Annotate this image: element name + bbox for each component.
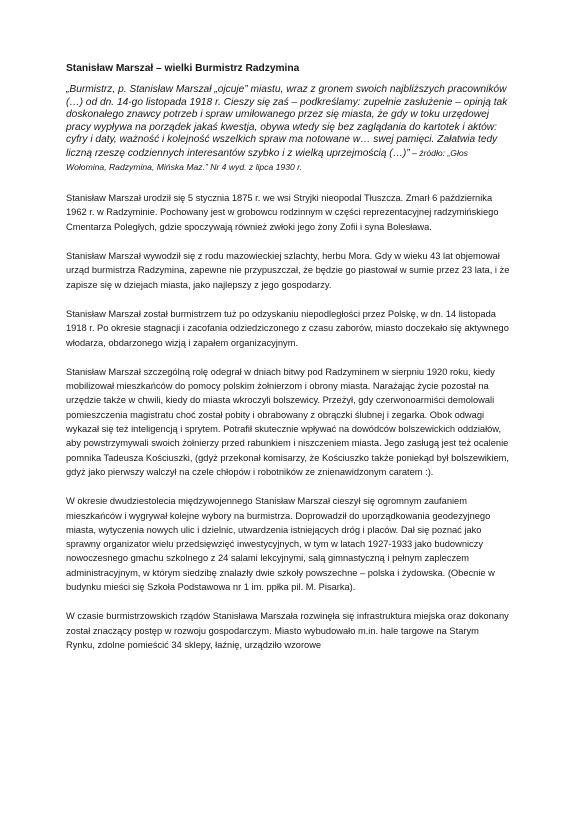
paragraph-appointment: Stanisław Marszał został burmistrzem tuż po odzyskaniu niepodległości przez Polskę, w dn. 14 listopada 1918 r. Po okresie stagnacji i zacofania odziedziczonego z czasu zaborów, miasto doczekało się aktywnego włodarza, obdarzonego wizją i zapałem organizacyjnym. [66, 308, 509, 348]
paragraph-infrastructure: W czasie burmistrzowskich rządów Stanisława Marszała rozwinęła się infrastruktura miejska oraz dokonany został znaczący postęp w rozwoju gospodarczym. Miasto wybudowało m.in. hale targowe na Starym Rynku, zdolne pomieścić 34 sklepy, łaźnię, urządziło wzorowe [66, 611, 509, 650]
epigraph-quote [66, 84, 510, 174]
document-body [66, 62, 510, 652]
paragraph-birth: Stanisław Marszał urodził się 5 stycznia 1875 r. we wsi Stryjki nieopodal Tłuszcza. Zmarł 6 października 1962 r. w Radzyminie. Pochowany jest w grobowcu rodzinnym w części reprezentacyjnej radzymińskiego Cmentarza Poległych, gdzie spoczywają również zwłoki jego żony Zofii i syna Bolesława. [66, 193, 499, 232]
document-title: Stanisław Marszał – wielki Burmistrz Radzymina [66, 63, 300, 74]
paragraph-origin: Stanisław Marszał wywodził się z rodu mazowieckiej szlachty, herbu Mora. Gdy w wieku 43 lat objemował urząd burmistrza Radzymina, zapewne nie przypuszczał, że będzie go piastował w sumie przez 23 lata, i że zapisze się w dziejach miasta, jako najlepszy z jego gospodarzy. [66, 251, 510, 290]
paragraph-battle-1920: Stanisław Marszał szczególną rolę odegrał w dniach bitwy pod Radzyminem w sierpniu 1920 roku, kiedy mobilizował mieszkańców do pomocy polskim żołnierzom i obrony miasta. Narażając życie pozostał na urzędzie także w chwili, kiedy do miasta wkroczyli bolszewicy. Przeżył, gdy czerwonoarmiści demolowali pomieszczenia magistratu choć został pobity i obrabowany z obrączki ślubnej i zegarka. Obok odwagi wykazał się też inteligencją i sprytem. Potrafił skutecznie wpływać na dowódców bolszewickich oddziałów, aby powstrzymywali swoich żołnierzy przed rabunkiem i niszczeniem miasta. Jego zasługą jest też ocalenie pomnika Tadeusza Kościuszki, (gdyż przekonał komisarzy, że Kościuszko także poniekąd był bolszewikiem, gdyż jako pierwszy walczył na czele chłopów i robotników ze znienawidzonym caratem :). [66, 366, 510, 477]
paragraph-interwar: W okresie dwudziestolecia międzywojennego Stanisław Marszał cieszył się ogromnym zaufaniem mieszkańców i wygrywał kolejne wybory na burmistrza. Doprowadził do uporządkowania geodezyjnego miasta, wytyczenia nowych ulic i dzielnic, utwardzenia istniejących dróg i placów. Dał się poznać jako sprawny organizator wielu przedsięwzięć inwestycyjnych, w tym w latach 1927-1933 jako budowniczy nowoczesnego gmachu szkolnego z 24 salami lekcyjnymi, salą gimnastyczną i pełnym zapleczem administracyjnym, w którym siedzibę znalazły dwie szkoły powszechne – polska i żydowska. (Obecnie w budynku mieści się Szkoła Podstawowa nr 1 im. ppłka pil. M. Pisarka). [66, 496, 495, 592]
quote-text: „Burmistrz, p. Stanisław Marszał „ojcuje” miastu, wraz z gronem swoich najbliższych pracowników (…) od dn. 14-go listopada 1918 r. Cieszy się zaś – podkreślamy: zupełnie zasłużenie – opinją tak doskonałego znawcy potrzeb i spraw umiłowanego przez się miasta, że gdy w toku urzędowej pracy wypływa na porządek jakaś kwestja, obywa wtedy się bez zaglądania do kartotek i aktów: cyfry i daty, ważność i kolejność wszelkich spraw ma notowane w… swej pamięci. Załatwia tedy liczną rzeszę codziennych interesantów szybko i z wielką uprzejmością (…)” [66, 84, 508, 159]
quote-source: – źródło: „Głos Wołomina, Radzymina, Mińska Maz.” Nr 4 wyd. z lipca 1930 r. [66, 147, 468, 172]
